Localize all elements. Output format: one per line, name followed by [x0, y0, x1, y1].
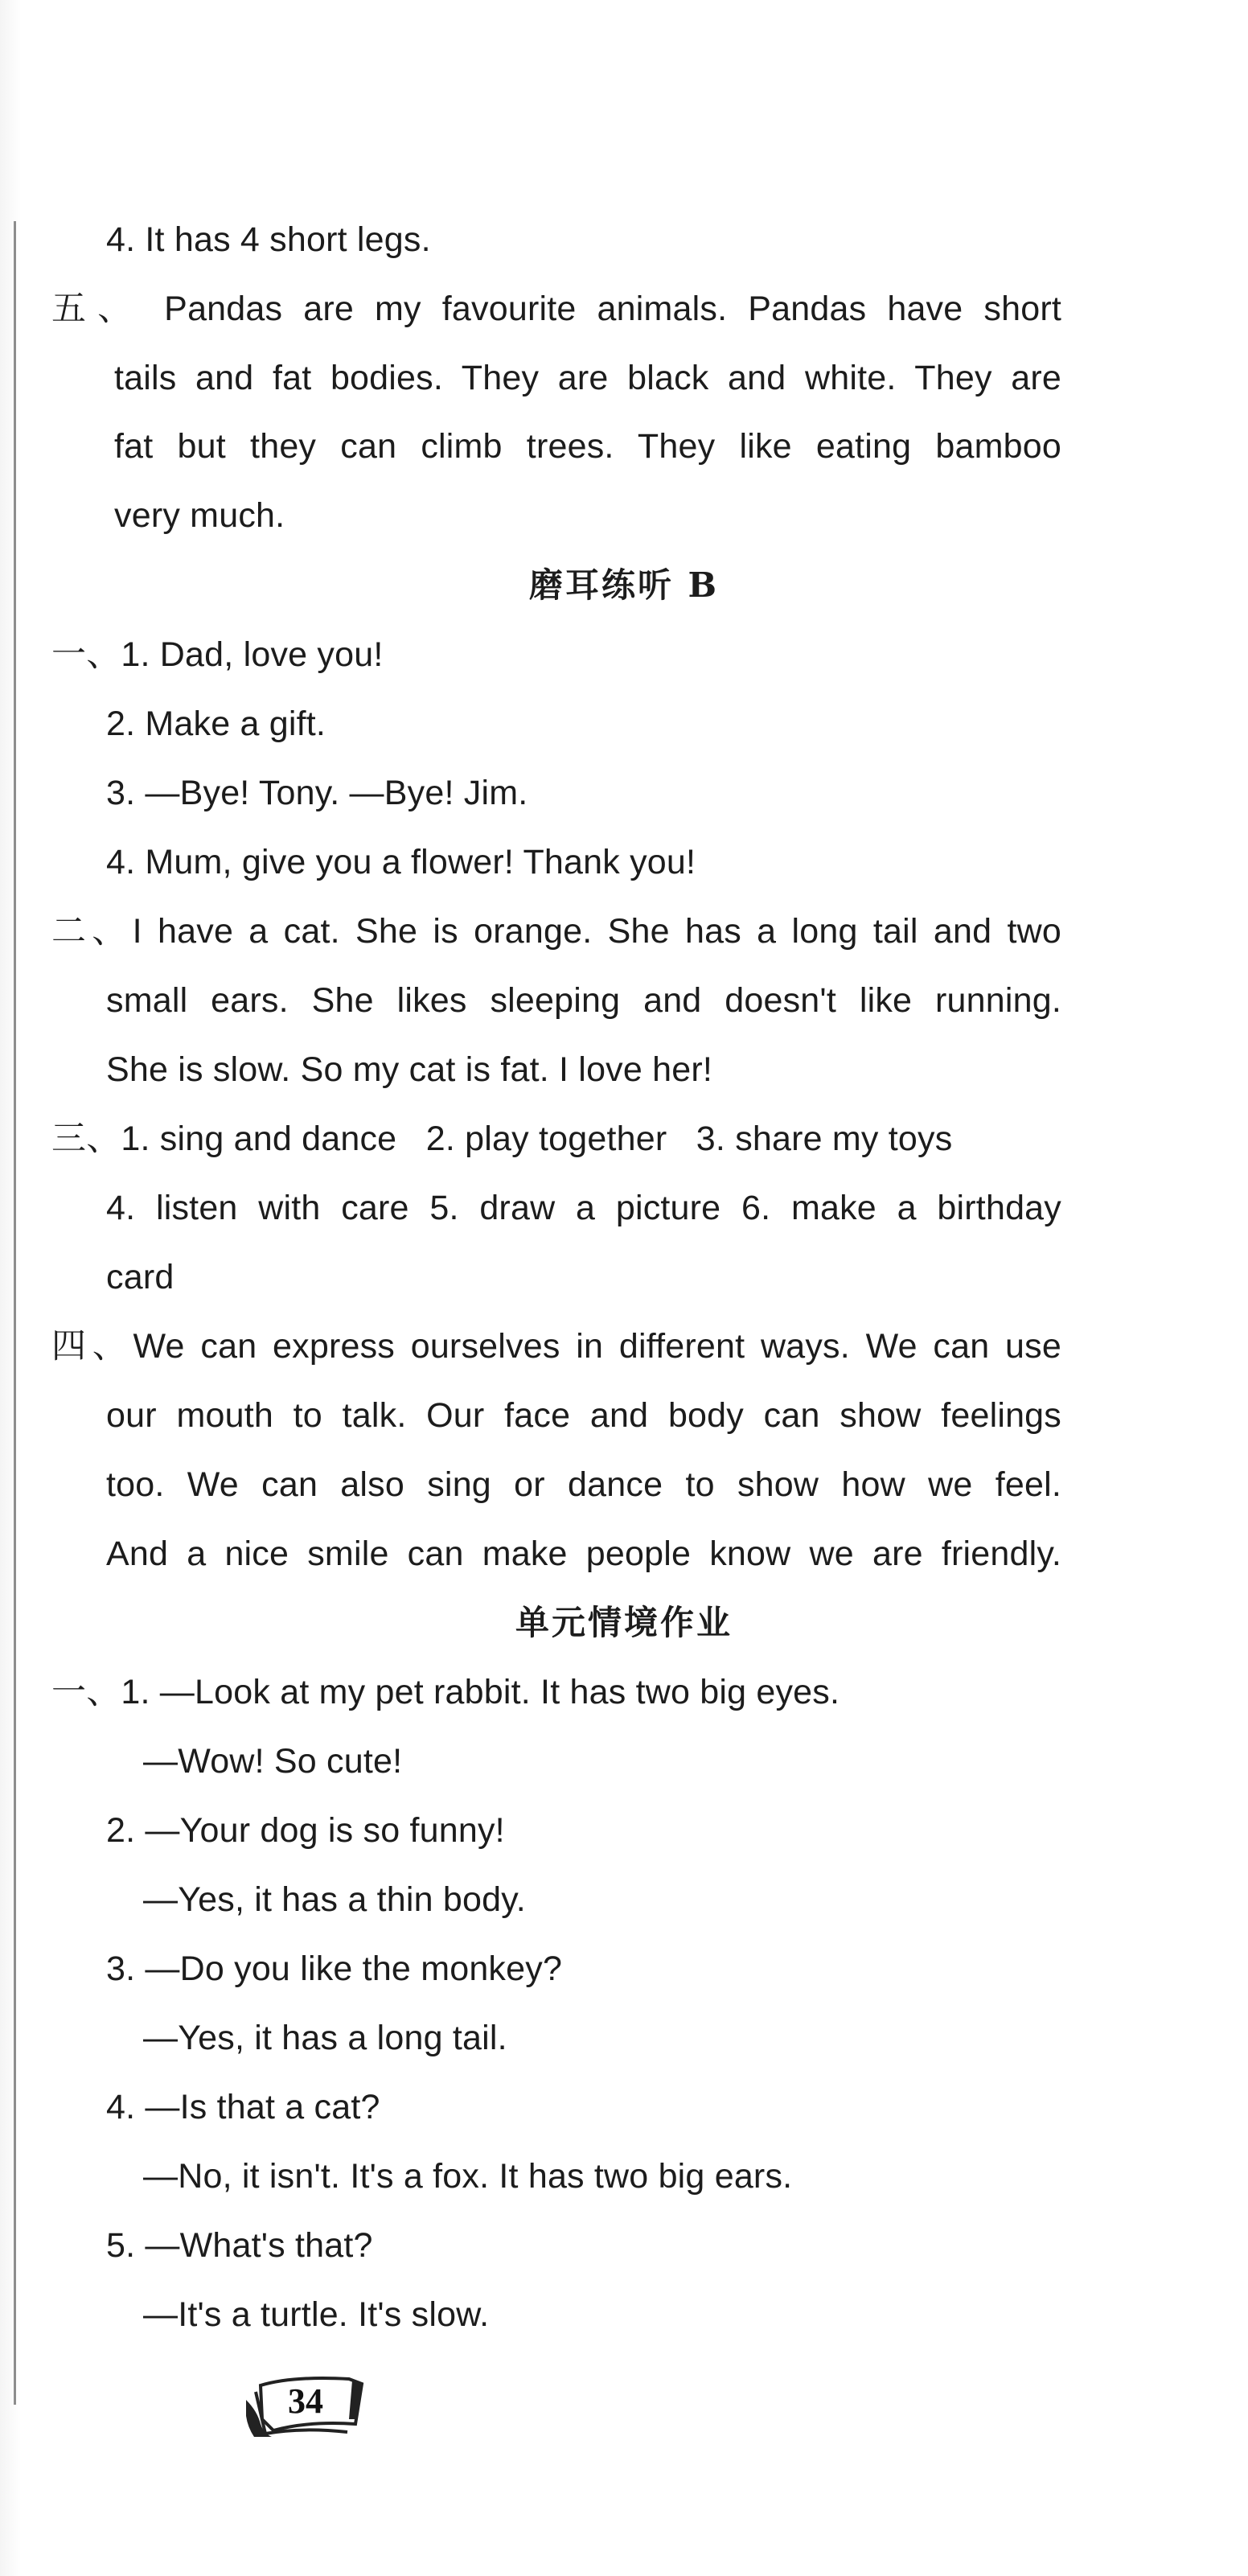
- text-line: 四、We can express ourselves in different ways. We can use: [51, 1327, 1061, 1366]
- text-line: very much.: [114, 496, 285, 535]
- text-line: 5. —What's that?: [106, 2226, 373, 2265]
- page-number: 34: [288, 2381, 323, 2421]
- section-heading: 磨耳练听 B: [528, 565, 720, 605]
- text-line: 4. listen with care 5. draw a picture 6. make a birthday: [106, 1189, 1061, 1227]
- text-line: —No, it isn't. It's a fox. It has two big ears.: [143, 2157, 793, 2196]
- text-line: 4. It has 4 short legs.: [106, 220, 431, 259]
- text-line: 4. Mum, give you a flower! Thank you!: [106, 843, 696, 881]
- text-line: —It's a turtle. It's slow.: [143, 2295, 490, 2334]
- text-line: And a nice smile can make people know we are friendly.: [106, 1535, 1061, 1573]
- margin-rule: [14, 221, 16, 2405]
- text-line: 4. —Is that a cat?: [106, 2088, 380, 2126]
- text-line: small ears. She likes sleeping and doesn't like running.: [106, 981, 1061, 1020]
- text-line: 三、1. sing and dance 2. play together 3. share my toys: [51, 1120, 953, 1158]
- text-line: too. We can also sing or dance to show how we feel.: [106, 1465, 1061, 1504]
- text-line: our mouth to talk. Our face and body can show feelings: [106, 1396, 1061, 1435]
- text-line: —Wow! So cute!: [143, 1742, 403, 1781]
- section-heading: 单元情境作业: [515, 1603, 733, 1642]
- text-line: fat but they can climb trees. They like eating bamboo: [114, 427, 1061, 466]
- text-line: card: [106, 1258, 174, 1296]
- text-line: —Yes, it has a thin body.: [143, 1880, 526, 1919]
- text-line: 一、1. —Look at my pet rabbit. It has two big eyes.: [51, 1673, 840, 1711]
- text-line: 2. —Your dog is so funny!: [106, 1811, 505, 1850]
- text-line: 3. —Do you like the monkey?: [106, 1949, 563, 1988]
- text-line: 二、I have a cat. She is orange. She has a long tail and two: [51, 912, 1061, 951]
- text-line: 2. Make a gift.: [106, 705, 326, 743]
- text-line: 3. —Bye! Tony. —Bye! Jim.: [106, 774, 528, 812]
- text-line: 五、 Pandas are my favourite animals. Pandas have short: [51, 290, 1061, 328]
- text-line: tails and fat bodies. They are black and white. They are: [114, 359, 1061, 397]
- text-line: —Yes, it has a long tail.: [143, 2019, 507, 2057]
- text-line: She is slow. So my cat is fat. I love her!: [106, 1050, 713, 1089]
- text-line: 一、1. Dad, love you!: [51, 635, 384, 674]
